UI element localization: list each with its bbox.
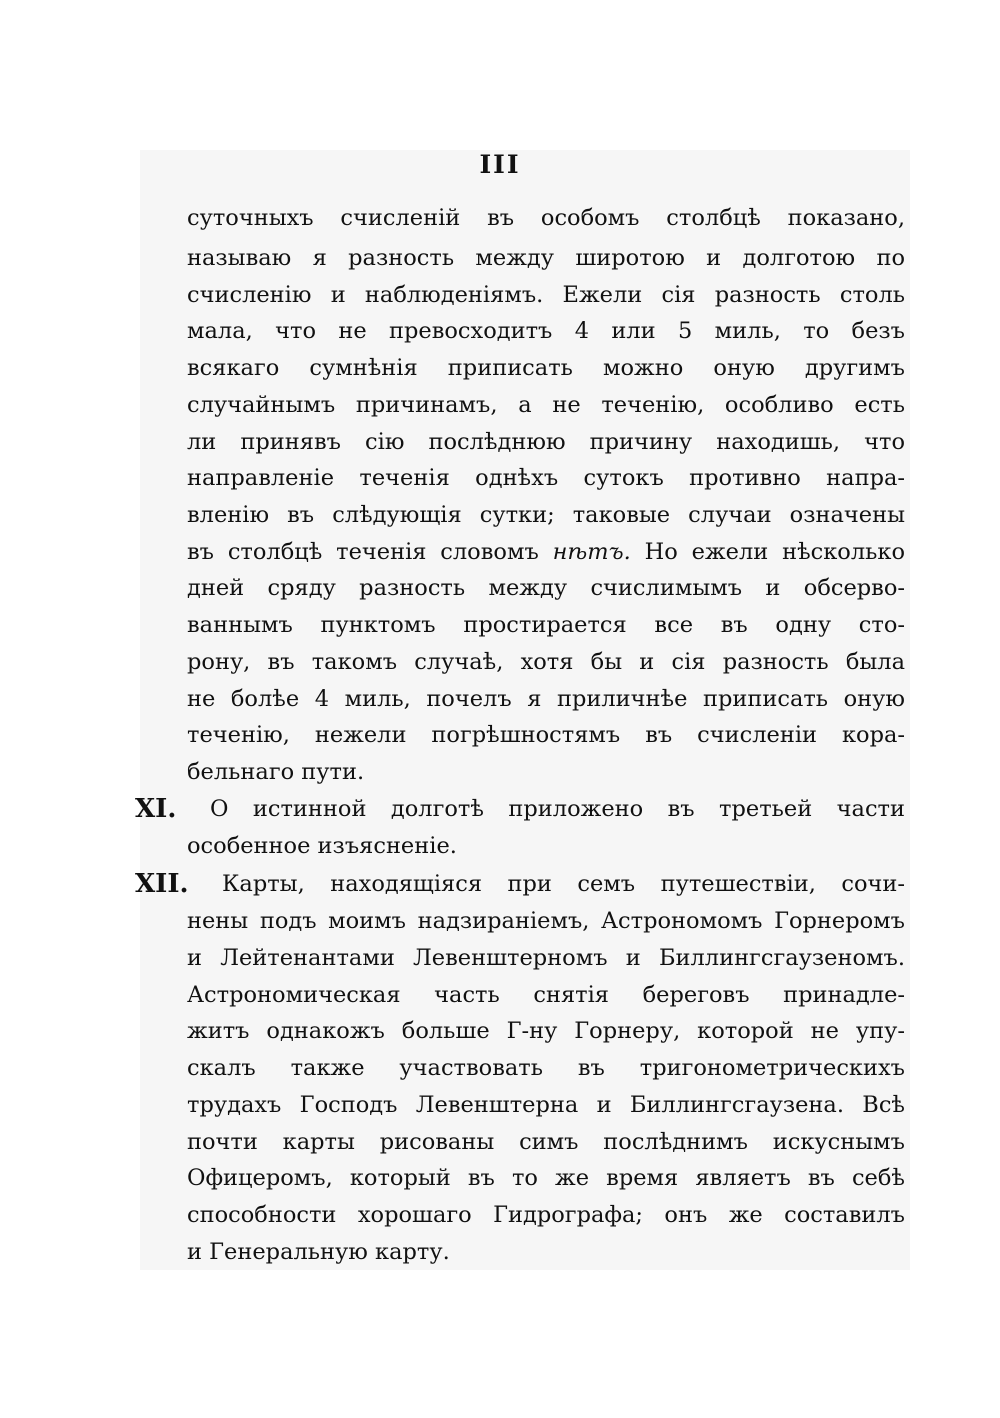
text-line: О истинной долготѣ приложено въ третьей части bbox=[210, 796, 905, 822]
text-line: суточныхъ счисленій въ особомъ столбцѣ показано, bbox=[187, 205, 905, 231]
text-line-with-italic bbox=[187, 534, 905, 570]
text-line: скалъ также участвовать въ тригонометрическихъ bbox=[187, 1055, 905, 1081]
text-line: Карты, находящіяся при семъ путешествіи, сочи- bbox=[222, 871, 905, 897]
section-marker: XI. bbox=[135, 794, 177, 824]
text-line: ваннымъ пунктомъ простирается все въ одну сто- bbox=[187, 612, 905, 638]
line-text: Но ежели нѣсколько bbox=[644, 539, 905, 565]
text-line: рону, въ такомъ случаѣ, хотя бы и сія разность была bbox=[187, 649, 905, 675]
text-line: почти карты рисованы симъ послѣднимъ искуснымъ bbox=[187, 1129, 905, 1155]
text-line: не болѣе 4 миль, почелъ я приличнѣе приписать оную bbox=[187, 686, 905, 712]
text-line: случайнымъ причинамъ, а не теченію, особливо есть bbox=[187, 392, 905, 418]
text-line: всякаго сумнѣнія приписать можно оную другимъ bbox=[187, 355, 905, 381]
text-line: Офицеромъ, который въ то же время являетъ въ себѣ bbox=[187, 1165, 905, 1191]
text-line: ли принявъ сію послѣднюю причину находишь, что bbox=[187, 429, 905, 455]
text-line: способности хорошаго Гидрографа; онъ же составилъ bbox=[187, 1202, 905, 1228]
text-line: житъ однакожъ больше Г-ну Горнеру, которой не упу- bbox=[187, 1018, 905, 1044]
text-line: мала, что не превосходитъ 4 или 5 миль, то безъ bbox=[187, 318, 905, 344]
section-marker: XII. bbox=[135, 869, 189, 899]
text-line: счисленію и наблюденіямъ. Ежели сія разность столь bbox=[187, 282, 905, 308]
text-line: особенное изъясненіе. bbox=[187, 833, 457, 859]
text-line: трудахъ Господъ Левенштерна и Биллингсгаузена. Всѣ bbox=[187, 1092, 905, 1118]
text-line: теченію, нежели погрѣшностямъ въ счисленіи кора- bbox=[187, 722, 905, 748]
page-number: III bbox=[479, 150, 521, 179]
text-line: вленію въ слѣдующія сутки; таковые случаи означены bbox=[187, 502, 905, 528]
text-line: называю я разность между широтою и долготою по bbox=[187, 245, 905, 271]
text-line: и Генеральную карту. bbox=[187, 1239, 450, 1265]
line-text: въ столбцѣ теченія словомъ bbox=[187, 539, 539, 565]
text-line: Астрономическая часть снятія береговъ принадле- bbox=[187, 982, 905, 1008]
text-line: дней сряду разность между счислимымъ и обсерво- bbox=[187, 575, 905, 601]
text-line: нены подъ моимъ надзираніемъ, Астрономомъ Горнеромъ bbox=[187, 908, 905, 934]
text-line: направленіе теченія однѣхъ сутокъ противно напра- bbox=[187, 465, 905, 491]
text-line: и Лейтенантами Левенштерномъ и Биллингсгаузеномъ. bbox=[187, 945, 905, 971]
text-line: бельнаго пути. bbox=[187, 759, 365, 785]
italic-word: нѣтъ. bbox=[552, 539, 631, 565]
